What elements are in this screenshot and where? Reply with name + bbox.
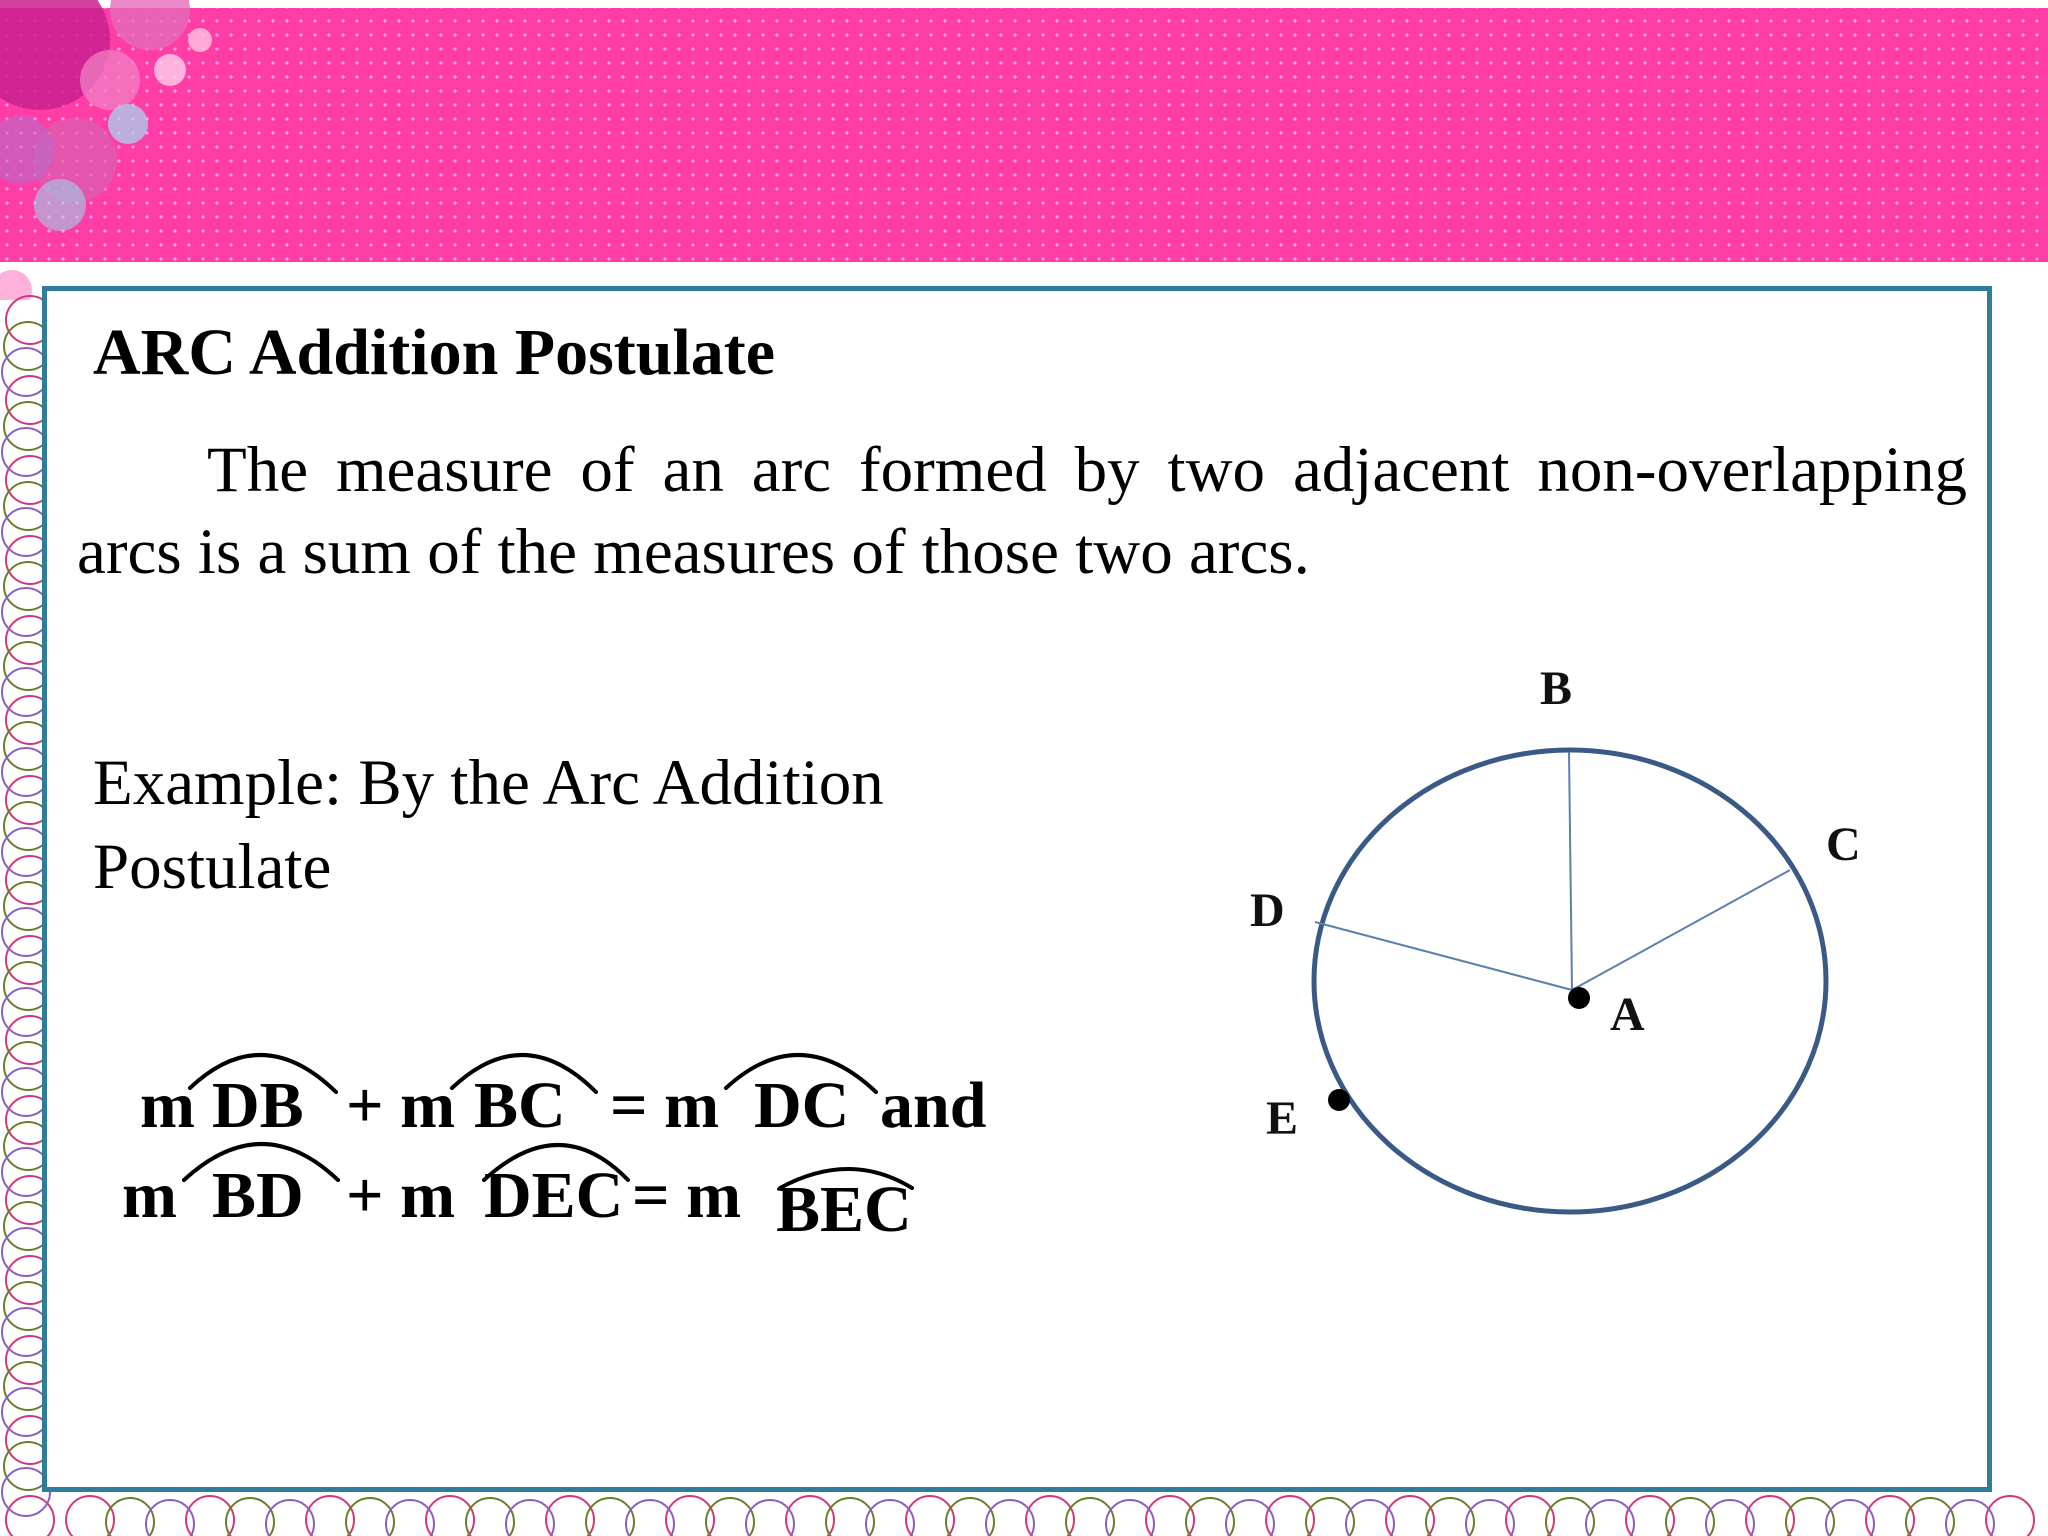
label-a: A	[1610, 988, 1645, 1041]
eq2-arc-dec: DEC	[484, 1159, 624, 1232]
label-b: B	[1540, 662, 1573, 715]
label-d: D	[1250, 884, 1285, 937]
eq2-arc-bd: BD	[212, 1159, 304, 1232]
radius-ac	[1572, 870, 1790, 990]
point-e	[1328, 1089, 1350, 1111]
eq2-m: m	[122, 1159, 177, 1232]
label-c: C	[1826, 818, 1861, 871]
eq2-equals-m: = m	[632, 1159, 742, 1232]
eq1-and: and	[880, 1069, 987, 1142]
eq2-arc-bec: BEC	[776, 1173, 912, 1246]
example-intro: Example: By the Arc Addition Postulate	[93, 747, 884, 903]
eq1-arc-db: DB	[212, 1069, 304, 1142]
postulate-statement: The measure of an arc formed by two adjacent non-overlapping arcs is a sum of the measures of those two arcs.	[77, 434, 1967, 588]
radius-ad	[1315, 922, 1572, 990]
eq1-arc-dc: DC	[754, 1069, 850, 1142]
eq1-m: m	[140, 1069, 195, 1142]
label-e: E	[1266, 1092, 1299, 1145]
eq2-plus-m: + m	[346, 1159, 456, 1232]
center-point-a	[1568, 987, 1590, 1009]
radius-ab	[1569, 752, 1572, 990]
eq1-plus-m: + m	[346, 1069, 456, 1142]
slide-title: ARC Addition Postulate	[93, 316, 776, 389]
eq1-arc-bc: BC	[474, 1069, 566, 1142]
eq1-equals-m: = m	[610, 1069, 720, 1142]
